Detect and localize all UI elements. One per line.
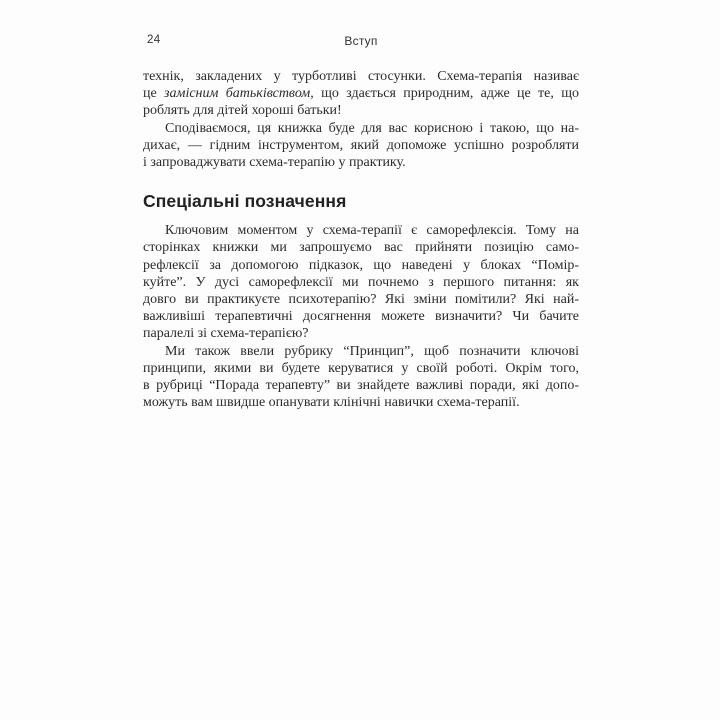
text-line: Ключовим моментом у схема-терапії є саморефлексія. Тому на xyxy=(165,223,579,239)
text-line: це замісним батьківством, що здається природним, адже це те, що xyxy=(143,86,579,102)
text-line: Сподіваємося, ця книжка буде для вас корисною і такою, що на- xyxy=(165,120,579,136)
page-body xyxy=(143,68,579,411)
paragraph xyxy=(143,222,579,342)
page-number: 24 xyxy=(147,34,161,46)
text-line: сторінках книжки ми запрошуємо вас прийняти позицію само- xyxy=(143,240,579,256)
text-line: рефлексії за допомогою підказок, що наведені у блоках “Помір- xyxy=(143,257,579,273)
section-heading: Спеціальні позначення xyxy=(143,191,347,212)
paragraph xyxy=(143,120,579,172)
text-line: паралелі зі схема-терапією? xyxy=(143,326,309,342)
text-line: принципи, якими ви будете керуватися у своїй роботі. Окрім того, xyxy=(143,360,579,376)
text-line: Ми також ввели рубрику “Принцип”, щоб позначити ключові xyxy=(165,343,579,359)
text-line: в рубриці “Порада терапевту” ви знайдете важливі поради, які допо- xyxy=(143,378,579,394)
text-line: важливіші терапевтичні досягнення можете визначити? Чи бачите xyxy=(143,309,579,325)
paragraph xyxy=(143,343,579,412)
paragraph xyxy=(143,68,579,120)
running-head: Вступ xyxy=(344,34,378,48)
text-line: технік, закладених у турботливі стосунки. Схема-терапія називає xyxy=(143,69,579,84)
text-line: і запроваджувати схема-терапію у практику. xyxy=(143,155,406,171)
text-line: довго ви практикуєте психотерапію? Які зміни помітили? Які най- xyxy=(143,292,579,308)
text-line: можуть вам швидше опанувати клінічні навички схема-терапії. xyxy=(143,395,520,411)
text-line: куйте”. У дусі саморефлексії ми почнемо з першого питання: як xyxy=(143,274,579,290)
page-header xyxy=(143,34,579,48)
text-line: роблять для дітей хороші батьки! xyxy=(143,103,342,119)
text-line: дихає, — гідним інструментом, який допоможе успішно розробляти xyxy=(143,137,579,153)
